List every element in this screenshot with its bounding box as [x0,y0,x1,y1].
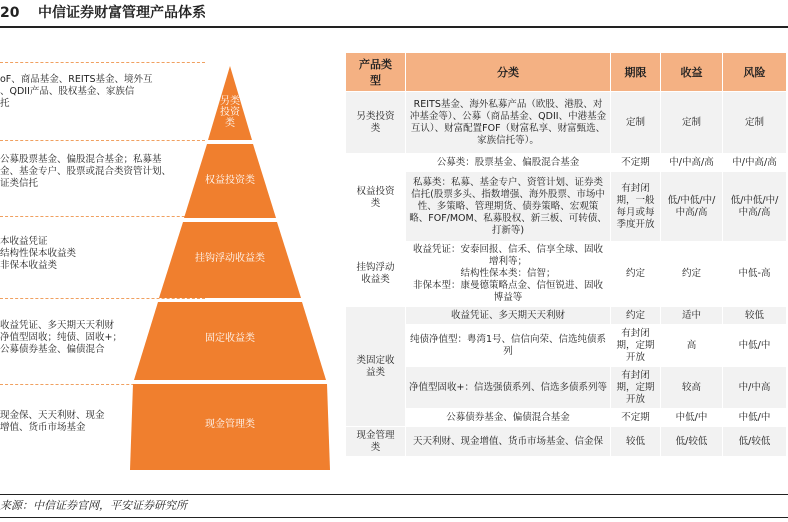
table-row [346,409,787,427]
tier-label-alternative-text: 另类 投资 类 [220,96,240,129]
cell-class: 私募类：私募、基金专户、资管计划、证券类信托(股票多头、指数增强、海外股票、市场中性、多策略、管理期货、债券策略、宏观策略、FOF/MOM、私募股权、新三板、可转债、打新等) [406,172,611,242]
cell-risk: 中/中高/高 [723,154,787,172]
table-row [346,242,787,307]
table-header-row [346,53,787,92]
cell-return: 高 [661,325,723,367]
title-rule [0,26,788,28]
cell-type: 另类投资 类 [346,92,406,154]
table-row [346,92,787,154]
cell-return: 低/中低/中/中高/高 [661,172,723,242]
cell-term: 不定期 [611,409,661,427]
cell-class: 天天利财、现金增值、货币市场基金、信金保 [406,427,611,457]
cell-term: 有封闭期，一般每月或每季度开放 [611,172,661,242]
note-alternative: oF、商品基金、REITS基金、境外互 、QDII产品、股权基金、家族信 托 [0,74,153,109]
bottom-rule [0,517,788,518]
cell-term: 有封闭期，定期开放 [611,367,661,409]
figure-title [0,0,788,26]
tier-label-equity: 权益投资类 [205,175,255,186]
table-row [346,325,787,367]
cell-class: 公募债券基金、偏债混合基金 [406,409,611,427]
note-floating: 本收益凭证 结构性保本收益类 非保本收益类 [0,236,77,271]
cell-type: 类固定收 益类 [346,307,406,427]
header-risk: 风险 [723,53,787,92]
cell-term: 约定 [611,242,661,307]
cell-risk: 低/中低/中/中高/高 [723,172,787,242]
cell-return: 中低/中 [661,409,723,427]
cell-return: 低/较低 [661,427,723,457]
cell-term: 较低 [611,427,661,457]
cell-return: 中/中高/高 [661,154,723,172]
figure-title-text: 中信证券财富管理产品体系 [38,5,206,21]
header-return: 收益 [661,53,723,92]
tier-label-alternative [185,96,275,129]
cell-class: 收益凭证：安泰回报、信禾、信享全球、固收增利等； 结构性保本类：信智； 非保本型：康曼德策略点金、信恒锐进、固收博益等 [406,242,611,307]
cell-term: 有封闭期，定期开放 [611,325,661,367]
cell-risk: 中低/中 [723,409,787,427]
cell-risk: 中低-高 [723,242,787,307]
cell-risk: 低/较低 [723,427,787,457]
table-row [346,154,787,172]
cell-risk: 定制 [723,92,787,154]
figure-number: 20 [0,5,20,21]
table-row [346,307,787,325]
cell-risk: 中/中高 [723,367,787,409]
tier-label-fixed: 固定收益类 [205,333,255,344]
tier-label-cash: 现金管理类 [205,419,255,430]
note-fixed: 收益凭证、多天期天天利财 净值型固收；纯债、固收+； 公募债券基金、偏债混合 [0,320,122,355]
note-equity: 公募股票基金、偏股混合基金；私募基 金、基金专户、股票或混合类资管计划、 证类信托 [0,154,172,189]
header-type: 产品类 型 [346,53,406,92]
cell-term: 约定 [611,307,661,325]
cell-return: 约定 [661,242,723,307]
header-class: 分类 [406,53,611,92]
header-term: 期限 [611,53,661,92]
cell-risk: 较低 [723,307,787,325]
product-table [345,52,787,457]
cell-return: 定制 [661,92,723,154]
cell-class: 收益凭证、多天期天天利财 [406,307,611,325]
cell-term: 不定期 [611,154,661,172]
table-row [346,367,787,409]
note-cash: 现金保、天天利财、现金 增值、货币市场基金 [0,410,105,433]
cell-class: 净值型固收+：信选强债系列、信选多债系列等 [406,367,611,409]
source-note: 来源：中信证券官网，平安证券研究所 [0,499,187,512]
cell-type: 挂钩浮动 收益类 [346,242,406,307]
cell-type: 权益投资 类 [346,154,406,242]
cell-class: 公募类：股票基金、偏股混合基金 [406,154,611,172]
tier-label-floating: 挂钩浮动收益类 [195,253,265,264]
cell-class: REITS基金、海外私募产品（欧股、港股、对冲基金等）、公募（商品基金、QDII、中港基金互认）、财富配置FOF（财富私享、财富甄选、家族信托等）。 [406,92,611,154]
product-pyramid [130,66,330,470]
cell-term: 定制 [611,92,661,154]
cell-type: 现金管理 类 [346,427,406,457]
table-row [346,172,787,242]
source-rule [0,494,788,495]
table-row [346,427,787,457]
cell-class: 纯债净值型：粤湾1号、信信向荣、信选纯债系列 [406,325,611,367]
cell-risk: 中低/中 [723,325,787,367]
cell-return: 较高 [661,367,723,409]
note-divider [0,62,205,63]
cell-return: 适中 [661,307,723,325]
